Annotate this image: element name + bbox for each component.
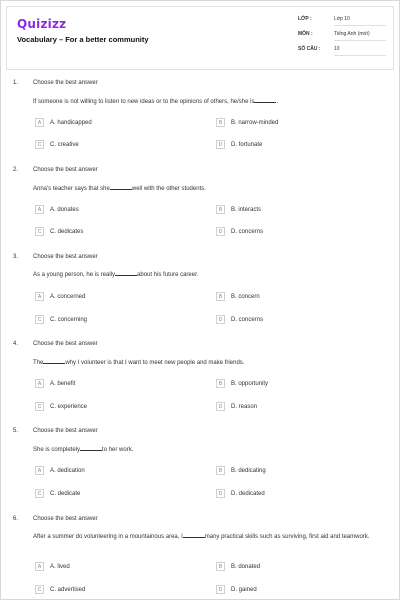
question-text-before: She is completely <box>33 447 81 453</box>
question-text-after: about his future career. <box>137 272 199 278</box>
question-text-after: . <box>276 99 279 105</box>
option-letter-box: A <box>35 292 44 301</box>
question-instruction: Choose the best answer <box>33 254 98 260</box>
option-d[interactable] <box>216 489 265 498</box>
option-letter-box: C <box>35 585 44 594</box>
option-letter-box: C <box>35 315 44 324</box>
option-d[interactable] <box>216 402 257 411</box>
option-label: A. handicapped <box>50 119 92 126</box>
question-instruction: Choose the best answer <box>33 80 98 86</box>
option-letter-box: B <box>216 562 225 571</box>
option-b[interactable] <box>216 292 260 301</box>
option-letter-box: A <box>35 562 44 571</box>
option-letter-box: A <box>35 466 44 475</box>
option-letter-box: D <box>216 227 225 236</box>
question-text-before: The <box>33 360 44 366</box>
option-label: B. dedicating <box>231 467 266 474</box>
option-letter-box: B <box>216 205 225 214</box>
question-number: 1. <box>13 80 19 86</box>
option-letter-box: C <box>35 402 44 411</box>
question-text <box>33 97 388 107</box>
option-label: D. dedicated <box>231 490 265 497</box>
option-label: B. concern <box>231 293 260 300</box>
meta-value: 10 <box>334 46 340 52</box>
option-letter-box: B <box>216 379 225 388</box>
option-c[interactable] <box>35 402 87 411</box>
option-label: B. interacts <box>231 206 262 213</box>
question-text-before: If someone is not willing to listen to new ideas or to the opinions of others, he/she is <box>33 99 255 105</box>
option-letter-box: D <box>216 315 225 324</box>
question-number: 5. <box>13 428 19 434</box>
option-letter-box: D <box>216 489 225 498</box>
option-d[interactable] <box>216 140 262 149</box>
option-label: A. concerned <box>50 293 86 300</box>
meta-key: LỚP : <box>298 16 312 22</box>
question-instruction: Choose the best answer <box>33 167 98 173</box>
option-d[interactable] <box>216 315 263 324</box>
option-d[interactable] <box>216 227 263 236</box>
question-text-after: well with the other students. <box>131 186 206 192</box>
answer-blank <box>43 358 65 364</box>
meta-value: Tiếng Anh (mới) <box>334 31 370 37</box>
answer-blank <box>254 97 279 105</box>
option-letter-box: A <box>35 379 44 388</box>
option-c[interactable] <box>35 315 87 324</box>
worksheet-title: Vocabulary – For a better community <box>17 35 149 44</box>
option-a[interactable] <box>35 466 85 475</box>
option-c[interactable] <box>35 489 80 498</box>
option-label: C. creative <box>50 141 79 148</box>
option-letter-box: D <box>216 402 225 411</box>
option-label: B. opportunity <box>231 380 269 387</box>
option-letter-box: A <box>35 118 44 127</box>
question-number: 2. <box>13 167 19 173</box>
option-letter-box: B <box>216 466 225 475</box>
option-label: D. concerns <box>231 316 264 323</box>
question-text-before: After a summer do volunteering in a mountainous area, I <box>33 534 183 540</box>
answer-blank <box>115 270 137 276</box>
question-text <box>33 184 388 194</box>
question-text <box>33 270 388 280</box>
option-b[interactable] <box>216 205 261 214</box>
option-a[interactable] <box>35 562 70 571</box>
question-text-after: many practical skills such as surviving, first aid and teamwork. <box>204 534 370 540</box>
option-label: A. dedication <box>50 467 85 474</box>
option-label: D. concerns <box>231 228 264 235</box>
question-instruction: Choose the best answer <box>33 516 98 522</box>
option-letter-box: C <box>35 227 44 236</box>
option-letter-box: C <box>35 489 44 498</box>
option-label: B. donated <box>231 563 261 570</box>
option-c[interactable] <box>35 140 79 149</box>
question-text <box>33 532 388 542</box>
question-text-before: As a young person, he is really <box>33 272 116 278</box>
option-b[interactable] <box>216 379 268 388</box>
option-label: B. narrow-minded <box>231 119 279 126</box>
question-text <box>33 358 388 368</box>
option-b[interactable] <box>216 466 266 475</box>
option-a[interactable] <box>35 118 92 127</box>
option-letter-box: B <box>216 292 225 301</box>
option-label: D. fortunate <box>231 141 263 148</box>
question-text-after: why I volunteer is that I want to meet new people and make friends. <box>65 360 245 366</box>
question-instruction: Choose the best answer <box>33 341 98 347</box>
option-label: C. advertised <box>50 586 86 593</box>
option-d[interactable] <box>216 585 257 594</box>
option-b[interactable] <box>216 118 278 127</box>
option-label: C. experience <box>50 403 88 410</box>
option-c[interactable] <box>35 585 85 594</box>
option-letter-box: C <box>35 140 44 149</box>
quizizz-logo: Quizizz <box>17 17 67 31</box>
meta-key: SỐ CÂU : <box>298 46 321 52</box>
meta-key: MÔN : <box>298 31 313 37</box>
option-label: C. concerning <box>50 316 88 323</box>
question-number: 6. <box>13 516 19 522</box>
answer-blank <box>183 532 205 538</box>
option-label: A. donates <box>50 206 79 213</box>
meta-divider <box>334 55 386 56</box>
option-a[interactable] <box>35 292 85 301</box>
option-label: D. reason <box>231 403 258 410</box>
option-label: D. gained <box>231 586 257 593</box>
option-label: A. benefit <box>50 380 76 387</box>
answer-blank <box>110 184 132 190</box>
meta-value: Lớp 10 <box>334 16 350 22</box>
option-letter-box: D <box>216 140 225 149</box>
question-instruction: Choose the best answer <box>33 428 98 434</box>
option-label: C. dedicates <box>50 228 84 235</box>
option-b[interactable] <box>216 562 260 571</box>
option-label: A. lived <box>50 563 70 570</box>
option-a[interactable] <box>35 205 79 214</box>
meta-divider <box>334 40 386 41</box>
answer-blank <box>80 445 102 451</box>
meta-divider <box>334 25 386 26</box>
question-text-before: Anna's teacher says that she <box>33 186 110 192</box>
question-text <box>33 445 388 455</box>
option-letter-box: B <box>216 118 225 127</box>
question-number: 3. <box>13 254 19 260</box>
question-text-after: to her work. <box>102 447 134 453</box>
option-c[interactable] <box>35 227 83 236</box>
option-label: C. dedicate <box>50 490 81 497</box>
option-letter-box: D <box>216 585 225 594</box>
question-number: 4. <box>13 341 19 347</box>
option-a[interactable] <box>35 379 75 388</box>
option-letter-box: A <box>35 205 44 214</box>
